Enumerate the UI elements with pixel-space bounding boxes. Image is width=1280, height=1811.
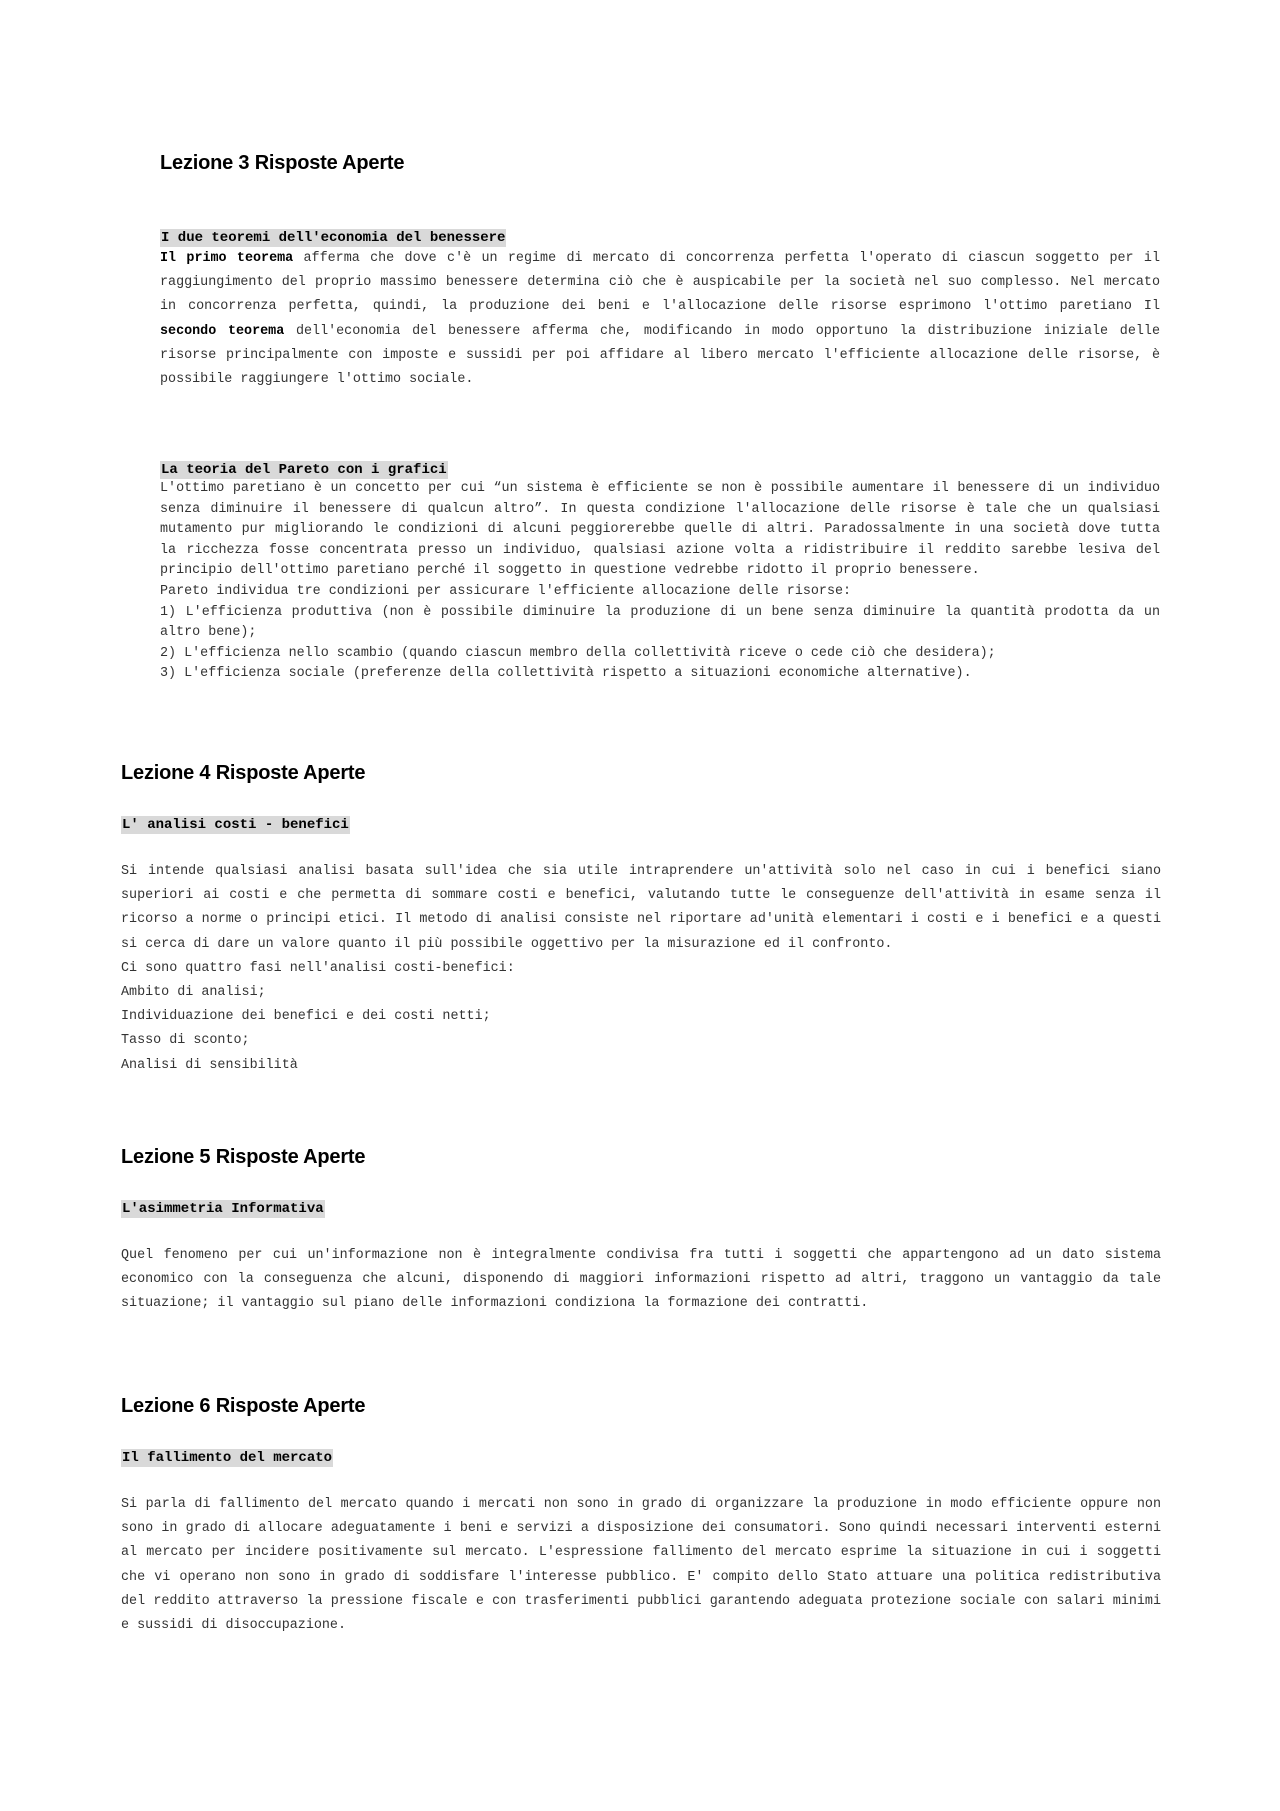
lezione-4-item-1: Ambito di analisi;	[121, 985, 266, 1001]
lezione-5-paragraph: Quel fenomeno per cui un'informazione non è integralmente condivisa fra tutti i soggetti che appartengono ad un dato sistema economico con la conseguenza che alcuni, disponendo di maggiori informazioni rispetto ad altri, traggono un vantaggio da tale situazione; il vantaggio sul piano delle informazioni condiziona la formazione dei contratti.	[121, 1248, 1161, 1312]
lezione-5-section	[121, 1146, 1161, 1169]
lezione-3-q1	[160, 228, 1160, 392]
q1-text-1: afferma che dove c'è un regime di mercato di concorrenza perfetta l'operato di ciascun soggetto per il raggiungimento del proprio massimo benessere determina ciò che è auspicabile per la società nel suo complesso. Nel mercato in concorrenza perfetta, quindi, la produzione dei beni e l'allocazione delle risorse esprimono l'ottimo paretiano Il	[160, 251, 1160, 315]
lezione-6-subtitle: Il fallimento del mercato	[122, 1450, 333, 1466]
q2-item-1: 1) L'efficienza produttiva (non è possibile diminuire la produzione di un bene senza diminuire la quantità prodotta da un altro bene);	[160, 604, 1160, 641]
q2-item-3: 3) L'efficienza sociale (preferenze della collettività rispetto a situazioni economiche alternative).	[160, 666, 972, 682]
q2-item-2: 2) L'efficienza nello scambio (quando ciascun membro della collettività riceve o cede ciò che desidera);	[160, 645, 996, 661]
lezione-6-title: Lezione 6 Risposte Aperte	[121, 1395, 366, 1417]
lezione-6-body	[121, 1448, 1161, 1638]
lezione-4-item-3: Tasso di sconto;	[121, 1033, 250, 1049]
lezione-5-subtitle: L'asimmetria Informativa	[122, 1201, 324, 1217]
lezione-6-section	[121, 1395, 1161, 1418]
q1-bold-primo: Il primo teorema	[160, 251, 294, 266]
lezione-4-item-4: Analisi di sensibilità	[121, 1057, 298, 1073]
q2-subtitle: La teoria del Pareto con i grafici	[161, 462, 447, 478]
lezione-4-intro: Ci sono quattro fasi nell'analisi costi-benefici:	[121, 960, 515, 976]
lezione-3-section	[160, 152, 1160, 175]
lezione-6-paragraph: Si parla di fallimento del mercato quando i mercati non sono in grado di organizzare la produzione in modo efficiente oppure non sono in grado di allocare adeguatamente i beni e servizi a disposizione dei consumatori. Sono quindi necessari interventi esterni al mercato per incidere positivamente sul mercato. L'espressione fallimento del mercato esprime la situazione in cui i soggetti che vi operano non sono in grado di soddisfare l'interesse pubblico. E' compito dello Stato attuare una politica redistributiva del reddito attraverso la pressione fiscale e con trasferimenti pubblici garantendo adeguata protezione sociale con salari minimi e sussidi di disoccupazione.	[121, 1497, 1161, 1634]
q1-bold-secondo: secondo teorema	[160, 323, 285, 339]
lezione-4-body	[121, 815, 1161, 1078]
lezione-4-section	[121, 762, 1161, 785]
lezione-4-item-2: Individuazione dei benefici e dei costi netti;	[121, 1009, 491, 1025]
q1-text-2: dell'economia del benessere afferma che, modificando in modo opportuno la distribuzione iniziale delle risorse principalmente con imposte e sussidi per poi affidare al libero mercato l'efficiente allocazione delle risorse, è possibile raggiungere l'ottimo sociale.	[160, 323, 1160, 388]
q2-intro: Pareto individua tre condizioni per assicurare l'efficiente allocazione delle risorse:	[160, 583, 852, 599]
lezione-3-q2	[160, 460, 1160, 685]
lezione-3-title: Lezione 3 Risposte Aperte	[160, 152, 405, 174]
lezione-5-title: Lezione 5 Risposte Aperte	[121, 1146, 366, 1168]
q1-paragraph	[160, 247, 1160, 392]
lezione-4-title: Lezione 4 Risposte Aperte	[121, 762, 366, 784]
lezione-5-body	[121, 1199, 1161, 1317]
q2-paragraph: L'ottimo paretiano è un concetto per cui “un sistema è efficiente se non è possibile aumentare il benessere di un individuo senza diminuire il benessere di qualcun altro”. In questa condizione l'allocazione delle risorse è tale che un qualsiasi mutamento pur migliorando le condizioni di alcuni peggiorerebbe quelle di altri. Paradossalmente in una società dove tutta la ricchezza fosse concentrata presso un individuo, qualsiasi azione volta a ridistribuire il reddito sarebbe lesiva del principio dell'ottimo paretiano perché il soggetto in questione vedrebbe ridotto il proprio benessere.	[160, 481, 1160, 579]
lezione-4-subtitle: L' analisi costi - benefici	[122, 817, 349, 833]
lezione-4-paragraph: Si intende qualsiasi analisi basata sull'idea che sia utile intraprendere un'attività solo nel caso in cui i benefici siano superiori ai costi e che permetta di sommare costi e benefici, valutando tutte le conseguenze dell'attività in esame senza il ricorso a norme o principi etici. Il metodo di analisi consiste nel riportare ad'unità elementari i costi e i benefici e a questi si cerca di dare un valore quanto il più possibile oggettivo per la misurazione ed il confronto.	[121, 864, 1161, 952]
q1-subtitle: I due teoremi dell'economia del benessere	[161, 230, 506, 246]
